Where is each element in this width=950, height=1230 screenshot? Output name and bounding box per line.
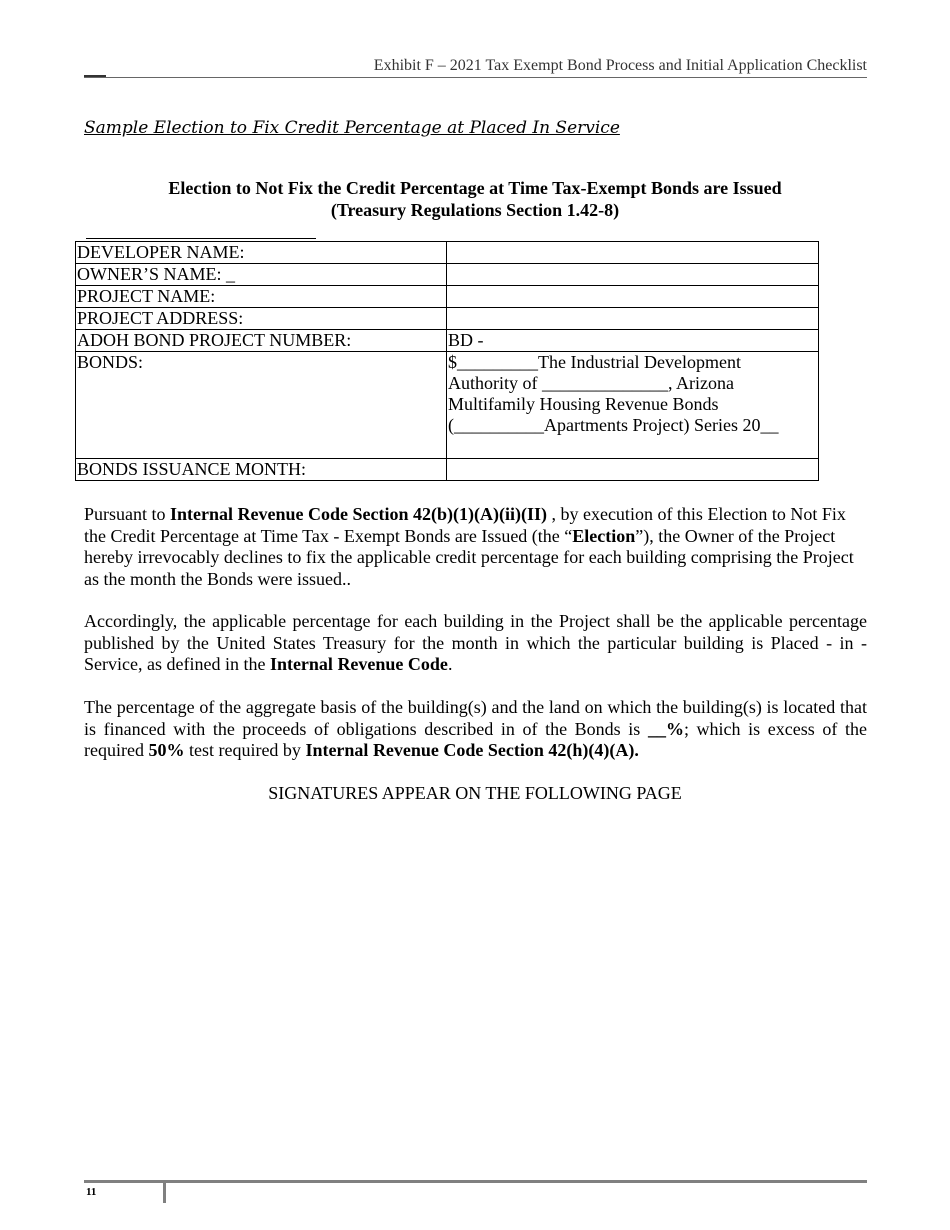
- paragraph-text: ; which is excess of the required: [84, 718, 867, 760]
- defined-term: Election: [572, 525, 636, 546]
- project-name-label: PROJECT NAME:: [76, 286, 447, 308]
- paragraph-text: ”), the Owner of the Project hereby irrevocably declines to fix the applicable credit percentage for each building comprising the Project as the month the Bonds were issued..: [84, 525, 854, 589]
- project-address-label: PROJECT ADDRESS:: [76, 308, 447, 330]
- table-row: [76, 286, 819, 308]
- table-row: [76, 459, 819, 481]
- code-reference: Internal Revenue Code: [269, 654, 448, 674]
- bonds-field[interactable]: [447, 352, 819, 459]
- table-row: [76, 330, 819, 352]
- developer-name-field[interactable]: [447, 242, 819, 264]
- title-rule: [86, 238, 316, 239]
- election-title-line1: Election to Not Fix the Credit Percentage at Time Tax-Exempt Bonds are Issued: [168, 178, 782, 198]
- sample-title: Sample Election to Fix Credit Percentage at Placed In Service: [84, 118, 620, 138]
- election-title: [84, 177, 866, 221]
- table-row: [76, 352, 819, 459]
- table-row: [76, 308, 819, 330]
- bonds-issuance-month-label: BONDS ISSUANCE MONTH:: [76, 459, 447, 481]
- bonds-line: Authority of ______________, Arizona: [448, 373, 734, 393]
- table-row: [76, 242, 819, 264]
- project-address-field[interactable]: [447, 308, 819, 330]
- owner-name-field[interactable]: [447, 264, 819, 286]
- project-name-field[interactable]: [447, 286, 819, 308]
- footer-rule: [84, 1180, 867, 1183]
- paragraph-text: Accordingly, the applicable percentage for each building in the Project shall be the applicable percentage published by the United States Treasury for the month in which the particular building is Placed - in - Service, as defined in the: [84, 611, 867, 674]
- applicable-percentage-paragraph: [84, 611, 867, 676]
- election-form-table: [75, 241, 819, 481]
- bonds-line: Multifamily Housing Revenue Bonds: [448, 394, 719, 414]
- footer-divider: [163, 1183, 166, 1203]
- bonds-line: (__________Apartments Project) Series 20__: [448, 415, 779, 435]
- paragraph-text: test required by: [184, 740, 306, 760]
- page-header: Exhibit F – 2021 Tax Exempt Bond Process and Initial Application Checklist: [84, 56, 867, 78]
- bond-project-number-label: ADOH BOND PROJECT NUMBER:: [76, 330, 447, 352]
- paragraph-text: , by execution of this Election to Not Fix the Credit Percentage at Time Tax - Exempt Bonds are Issued (the “: [84, 504, 846, 546]
- bonds-line: $_________The Industrial Development: [448, 352, 741, 372]
- paragraph-text: The percentage of the aggregate basis of the building(s) and the land on which the building(s) is located that is financed with the proceeds of obligations described in of the Bonds is: [84, 697, 867, 739]
- aggregate-basis-paragraph: [84, 697, 867, 762]
- bond-project-number-field[interactable]: BD -: [447, 330, 819, 352]
- header-rule-mark: [84, 75, 106, 77]
- percentage-blank: __%: [647, 718, 684, 739]
- paragraph-text: .: [447, 654, 453, 674]
- paragraph-text: Pursuant to: [84, 504, 171, 524]
- table-row: [76, 264, 819, 286]
- owner-name-label: OWNER’S NAME: _: [76, 264, 447, 286]
- code-reference: Internal Revenue Code Section 42(h)(4)(A).: [305, 740, 639, 760]
- signatures-note: SIGNATURES APPEAR ON THE FOLLOWING PAGE: [268, 783, 682, 803]
- code-reference: Internal Revenue Code Section 42(b)(1)(A)(ii)(II): [170, 504, 547, 524]
- election-paragraph: [84, 504, 867, 590]
- developer-name-label: DEVELOPER NAME:: [76, 242, 447, 264]
- required-percentage: 50%: [148, 740, 185, 760]
- page-number: 11: [86, 1186, 97, 1198]
- bonds-label: BONDS:: [76, 352, 447, 459]
- bonds-issuance-month-field[interactable]: [447, 459, 819, 481]
- election-title-line2: (Treasury Regulations Section 1.42-8): [330, 200, 620, 220]
